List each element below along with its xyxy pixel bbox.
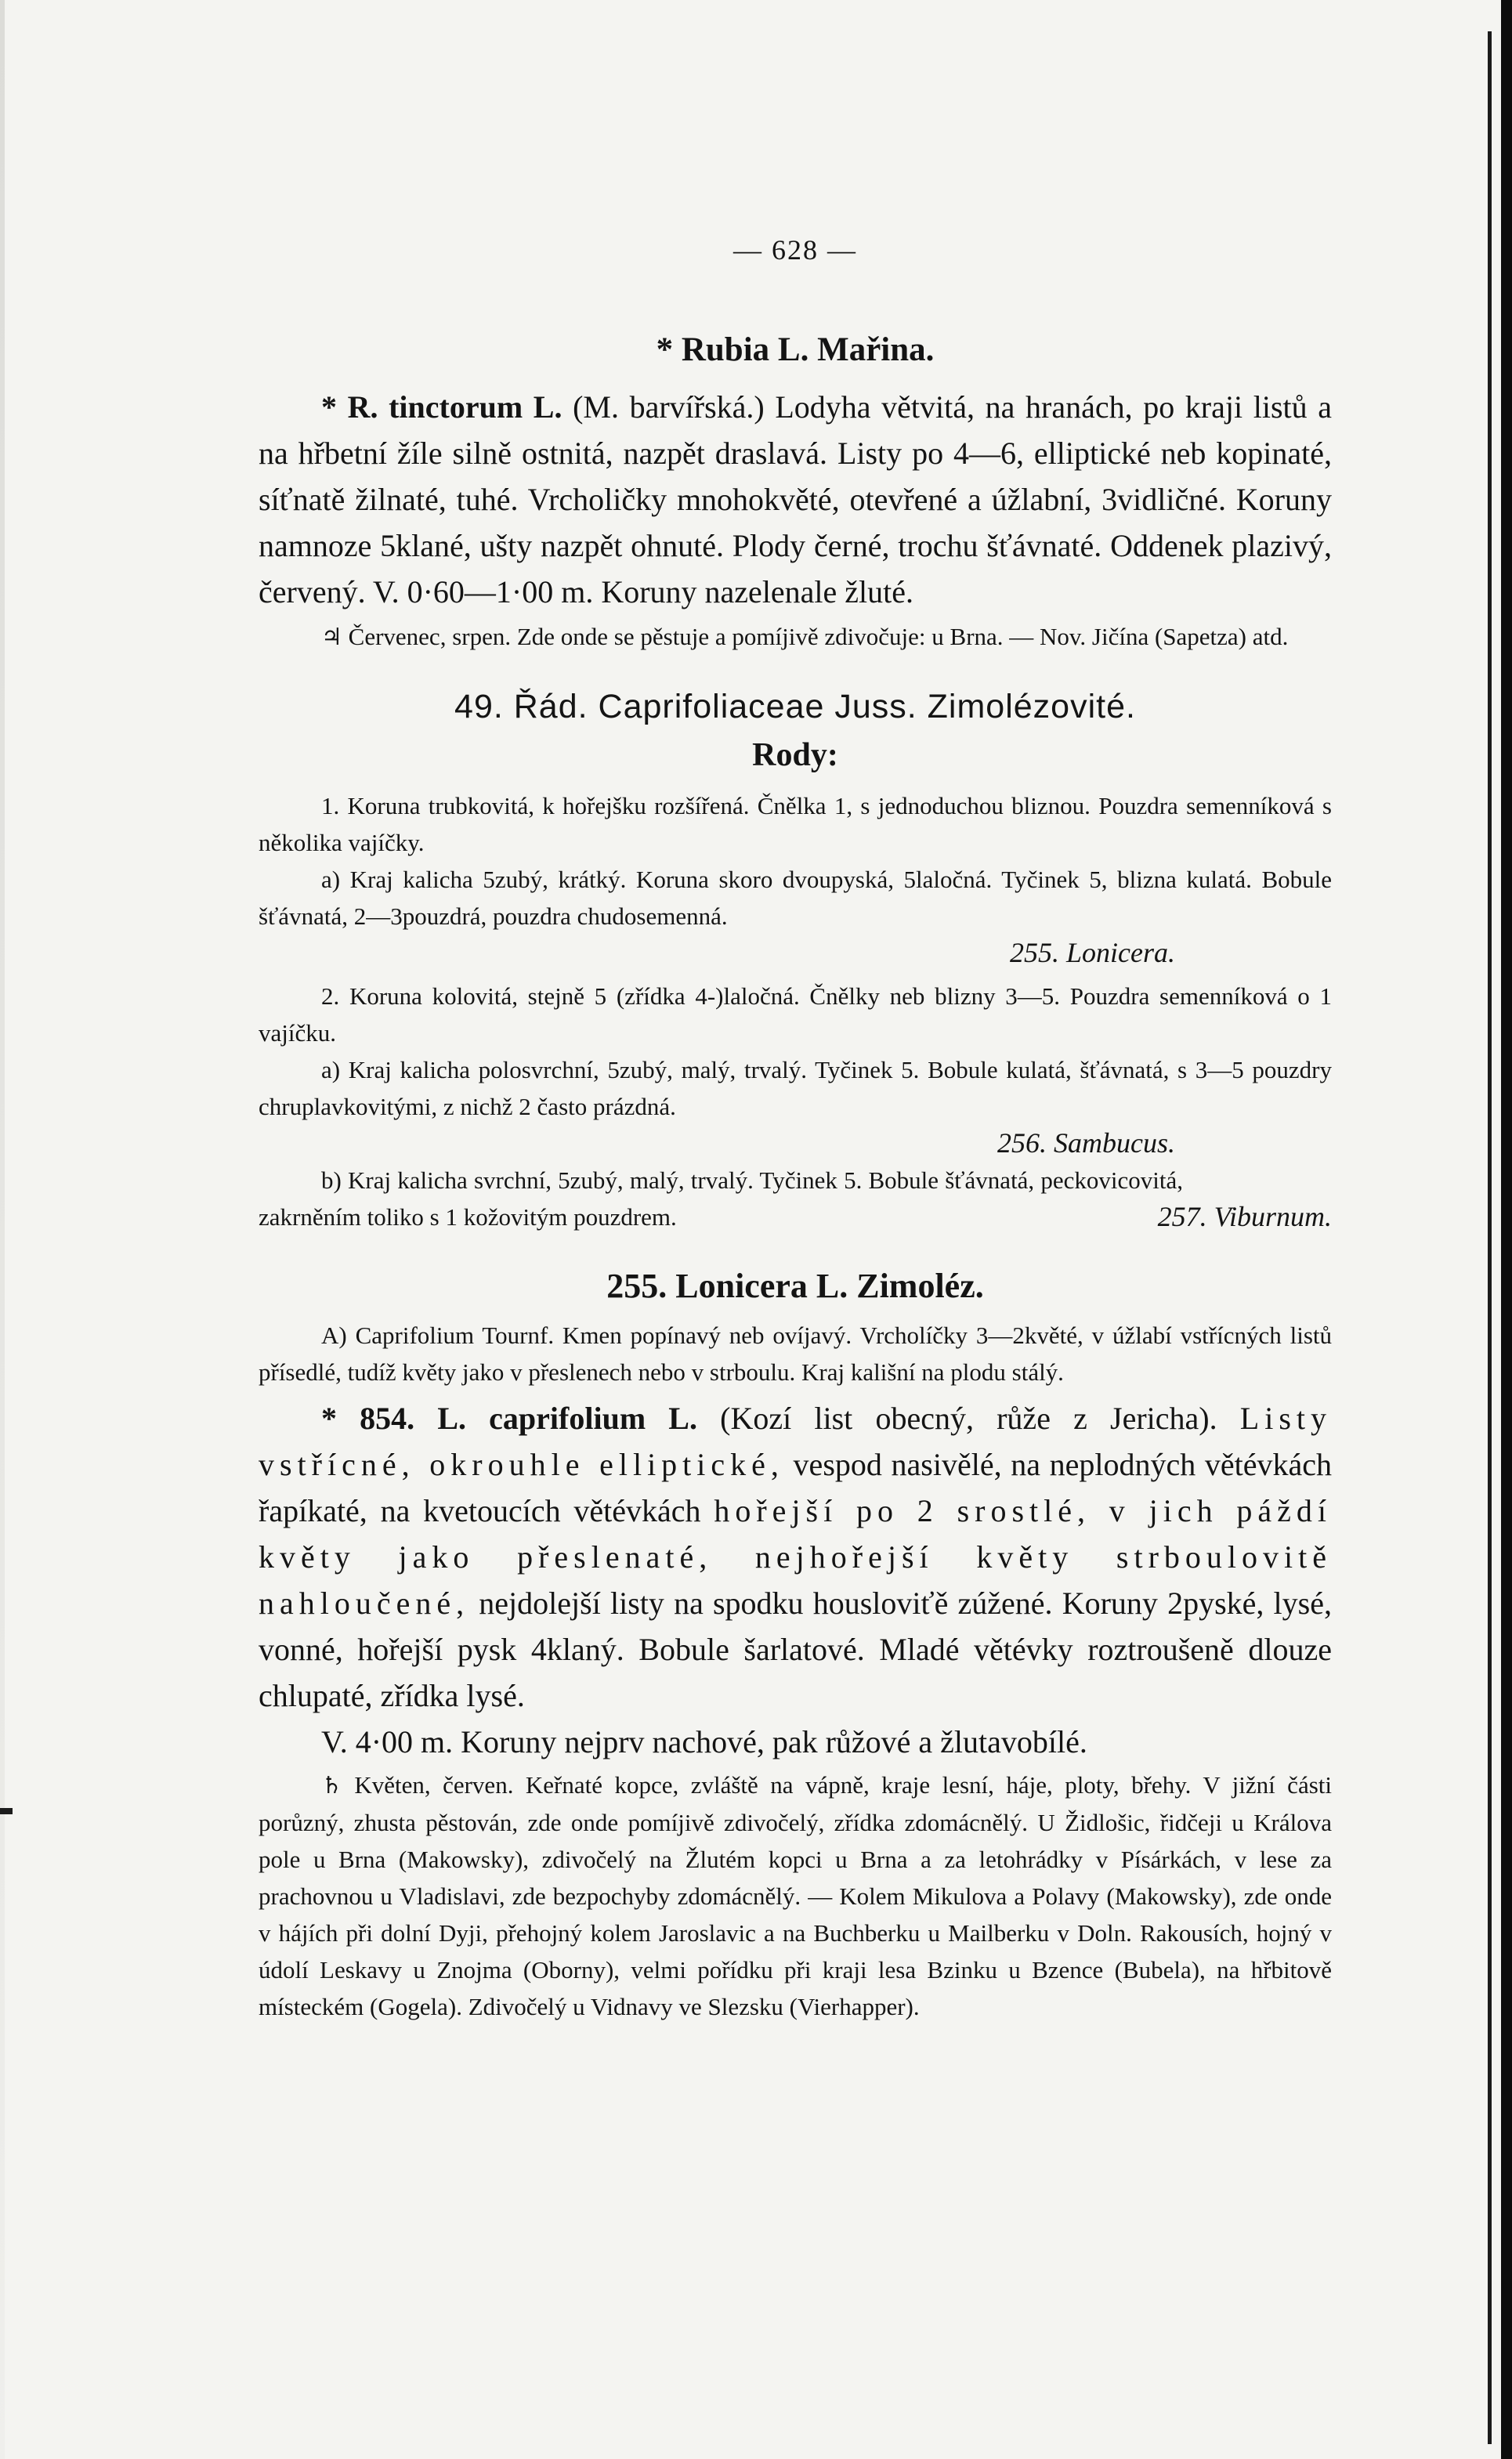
lonicera-note	[259, 1767, 1332, 2025]
lonicera-common-name: (Kozí list obecný, růže z Jericha).	[696, 1401, 1217, 1436]
shrub-symbol-icon: ♄	[321, 1772, 342, 1799]
key-genus-lonicera: 255. Lonicera.	[1010, 937, 1175, 968]
lonicera-desc-2: vespod nasivělé, na neplodných větévkách řapíkaté, na kvetoucích větévkách	[259, 1447, 1332, 1528]
key-item-2a: a) Kraj kalicha polosvrchní, 5zubý, malý, trvalý. Tyčinek 5. Bobule kulatá, šťávnatá, s 3—5 pouzdry chruplavkovitými, z nichž 2 často prázdná.	[259, 1056, 1332, 1120]
scan-right-border	[1501, 0, 1512, 2459]
lonicera-species-name: * 854. L. caprifolium L.	[321, 1401, 697, 1436]
order-heading: 49. Řád. Caprifoliaceae Juss. Zimolézovité.	[454, 688, 1136, 725]
rubia-note	[259, 618, 1332, 656]
key-item-1: 1. Koruna trubkovitá, k hořejšku rozšířená. Čnělka 1, s jednoduchou bliznou. Pouzdra semenníková s několika vajíčky.	[259, 792, 1332, 856]
key-genus-sambucus: 256. Sambucus.	[997, 1127, 1175, 1159]
genera-key-heading: Rody:	[752, 737, 838, 773]
key-item-2b	[259, 1162, 1332, 1235]
lonicera-desc-4: nejdolejší listy na spodku housloviťě zúžené. Koruny 2pyské, lysé, vonné, hořejší pysk 4klaný. Bobule šarlatové. Mladé větévky roztroušeně dlouze chlupaté, zřídka lysé.	[259, 1586, 1332, 1713]
genus-heading-rubia: * Rubia L. Mařina.	[656, 331, 935, 368]
scan-left-edge	[0, 0, 5, 2459]
lonicera-caprifolium-description	[259, 1395, 1332, 1719]
key-item-2: 2. Koruna kolovitá, stejně 5 (zřídka 4-)laločná. Čnělky neb blizny 3—5. Pouzdra semenníková o 1 vajíčku.	[259, 982, 1332, 1047]
key-item-2b-text: b) Kraj kalicha svrchní, 5zubý, malý, trvalý. Tyčinek 5. Bobule šťávnatá, peckovicovitá, zakrněním toliko s 1 kožovitým pouzdrem.	[259, 1166, 1183, 1231]
lonicera-desc-spaced-1: Listy vstřícné, okrouhle elliptické,	[259, 1401, 1333, 1482]
perennial-symbol-icon: ♃	[321, 624, 342, 651]
lonicera-note-text: Květen, červen. Keřnaté kopce, zvláště na vápně, kraje lesní, háje, ploty, břehy. V jižní části porůzný, zhusta pěstován, zde onde pomíjivě zdivočelý, zřídka zdomácnělý. U Židlošic, řidčeji u Králova pole u Brna (Makowsky), zdivočelý na Žlutém kopci u Brna a za letohrádky v Písárkách, v lese za prachovnou u Vladislavi, zde bezpochyby zdomácnělý. — Kolem Mikulova a Polavy (Makowsky), zde onde v hájích při dolní Dyji, přehojný kolem Jaroslavic a na Buchberku u Mailberku v Doln. Rakousích, hojný v údolí Leskavy u Znojma (Oborny), velmi pořídku při kraji lesa Bzinku u Bzence (Bubela), na hřbitově místeckém (Gogela). Zdivočelý u Vidnavy ve Slezsku (Vierhapper).	[259, 1771, 1332, 2020]
rubia-species-name: * R. tinctorum L.	[321, 389, 562, 425]
scan-right-inner-line	[1488, 31, 1492, 2444]
key-genus-viburnum: 257. Viburnum.	[1157, 1201, 1332, 1232]
rubia-species-text: (M. barvířská.) Lodyha větvitá, na hranách, po kraji listů a na hřbetní žíle silně ostnitá, nazpět draslavá. Listy po 4—6, elliptické neb kopinaté, síťnatě žilnaté, tuhé. Vrcholičky mnohokvěté, otevřené a úžlabní, 3vidličné. Koruny namnoze 5klané, ušty nazpět ohnuté. Plody černé, trochu šťávnaté. Oddenek plazivý, červený. V. 0·60—1·00 m. Koruny nazelenale žluté.	[259, 389, 1332, 609]
lonicera-section-caprifolium: A) Caprifolium Tournf. Kmen popínavý neb ovíjavý. Vrcholíčky 3—2květé, v úžlabí vstřícných listů přísedlé, tudíž květy jako v přeslenech nebo v strboulu. Kraj kališní na plodu stálý.	[259, 1322, 1332, 1386]
lonicera-desc-spaced-3: hořejší po 2 srostlé, v jich páždí květy jako přeslenaté, nejhořejší květy strboulovitě nahloučené,	[259, 1493, 1332, 1621]
genus-heading-lonicera: 255. Lonicera L. Zimoléz.	[606, 1267, 984, 1305]
page-number: — 628 —	[733, 234, 857, 266]
page-body	[259, 227, 1332, 2025]
rubia-note-text: Červenec, srpen. Zde onde se pěstuje a pomíjivě zdivočuje: u Brna. — Nov. Jičína (Sapetza) atd.	[342, 623, 1289, 650]
key-item-1a: a) Kraj kalicha 5zubý, krátký. Koruna skoro dvoupyská, 5laločná. Tyčinek 5, blizna kulatá. Bobule šťávnatá, 2—3pouzdrá, pouzdra chudosemenná.	[259, 866, 1332, 930]
lonicera-size: V. 4·00 m. Koruny nejprv nachové, pak růžové a žlutavobílé.	[321, 1724, 1087, 1759]
rubia-description	[259, 384, 1332, 615]
margin-mark	[0, 1808, 13, 1814]
